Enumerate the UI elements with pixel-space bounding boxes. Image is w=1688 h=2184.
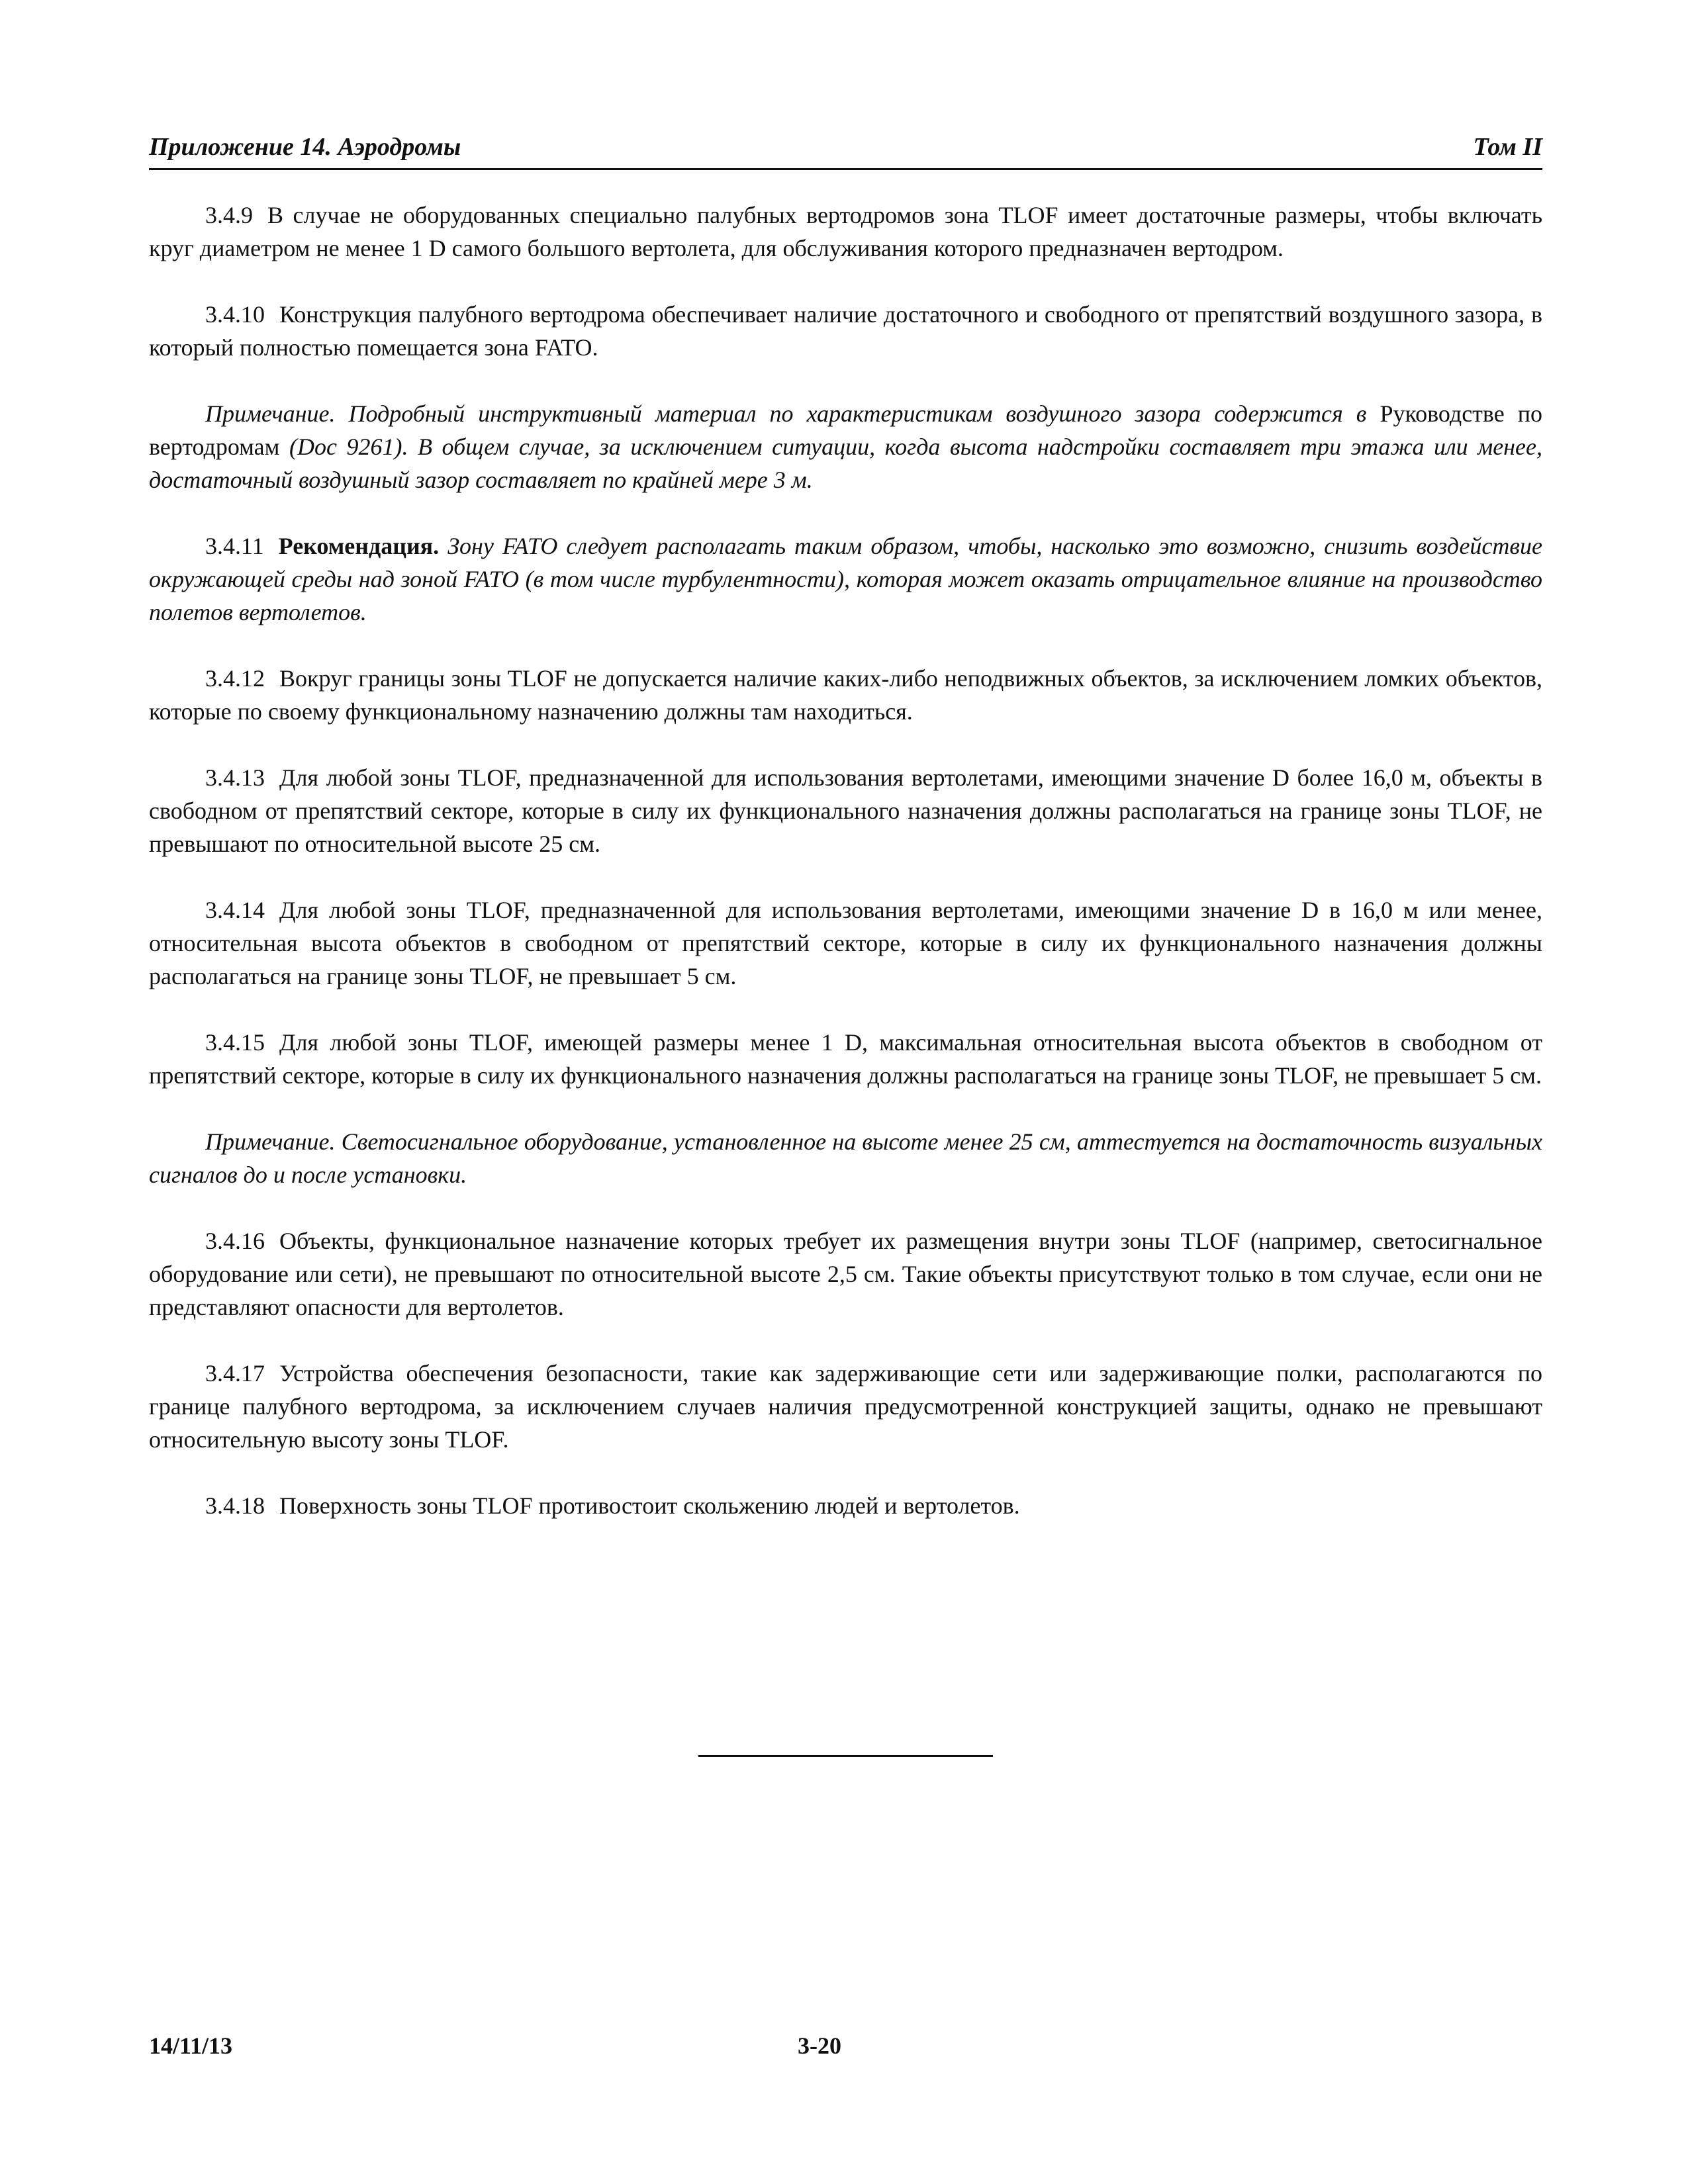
paragraph-text: Вокруг границы зоны TLOF не допускается наличие каких-либо неподвижных объектов, за исключением ломких объектов, которые по своему функциональному назначению должны там находиться. xyxy=(149,665,1542,725)
paragraph-text: Для любой зоны TLOF, имеющей размеры менее 1 D, максимальная относительная высота объектов в свободном от препятствий секторе, которые в силу их функционального назначения должны располагаться на границе зоны TLOF, не превышает 5 см. xyxy=(149,1029,1542,1089)
note-text: Примечание. Светосигнальное оборудование, установленное на высоте менее 25 см, аттестуется на достаточность визуальных сигналов до и после установки. xyxy=(149,1128,1542,1188)
paragraph-3-4-15 xyxy=(149,1026,1542,1092)
recommendation-label: Рекомендация. xyxy=(278,533,440,559)
paragraph-number: 3.4.9 xyxy=(205,202,253,228)
footer-date: 14/11/13 xyxy=(149,2032,233,2059)
paragraph-text: Конструкция палубного вертодрома обеспечивает наличие достаточного и свободного от препятствий воздушного зазора, в который полностью помещается зона FATO. xyxy=(149,301,1542,361)
paragraph-3-4-13 xyxy=(149,761,1542,860)
running-header xyxy=(149,132,1542,170)
paragraph-3-4-12 xyxy=(149,662,1542,728)
paragraph-text: Устройства обеспечения безопасности, такие как задерживающие сети или задерживающие полки, располагаются по границе палубного вертодрома, за исключением случаев наличия предусмотренной конструкцией защиты, однако не превышают относительную высоту зоны TLOF. xyxy=(149,1360,1542,1453)
page-body xyxy=(149,199,1542,1555)
paragraph-3-4-10 xyxy=(149,298,1542,364)
paragraph-3-4-18 xyxy=(149,1489,1542,1522)
note-text: Примечание. Подробный инструктивный материал по характеристикам воздушного зазора содержится в xyxy=(205,400,1367,427)
footer-page-number: 3-20 xyxy=(798,2032,841,2059)
note-lighting xyxy=(149,1125,1542,1191)
paragraph-text: Поверхность зоны TLOF противостоит скольжению людей и вертолетов. xyxy=(279,1492,1020,1519)
note-text: (Doc 9261). В общем случае, за исключением ситуации, когда высота надстройки составляет три этажа или менее, достаточный воздушный зазор составляет по крайней мере 3 м. xyxy=(149,433,1542,493)
paragraph-3-4-14 xyxy=(149,893,1542,993)
paragraph-3-4-17 xyxy=(149,1357,1542,1456)
paragraph-number: 3.4.16 xyxy=(205,1228,265,1254)
paragraph-number: 3.4.10 xyxy=(205,301,265,328)
paragraph-number: 3.4.18 xyxy=(205,1492,265,1519)
recommendation-text: Зону FATO следует располагать таким образом, чтобы, насколько это возможно, снизить воздействие окружающей среды над зоной FATO (в том числе турбулентности), которая может оказать отрицательное влияние на производство полетов вертолетов. xyxy=(149,533,1542,625)
paragraph-number: 3.4.11 xyxy=(205,533,264,559)
note-reference: Руководстве по вертодромам xyxy=(149,400,1543,460)
note-air-gap xyxy=(149,397,1542,496)
paragraph-3-4-11 xyxy=(149,529,1542,629)
paragraph-number: 3.4.12 xyxy=(205,665,265,692)
paragraph-number: 3.4.14 xyxy=(205,897,265,923)
paragraph-number: 3.4.13 xyxy=(205,764,265,791)
paragraph-text: Для любой зоны TLOF, предназначенной для использования вертолетами, имеющими значение D более 16,0 м, объекты в свободном от препятствий секторе, которые в силу их функционального назначения должны располагаться на границе зоны TLOF, не превышают по относительной высоте 25 см. xyxy=(149,764,1542,857)
end-of-section-rule xyxy=(698,1755,993,1757)
paragraph-text: В случае не оборудованных специально палубных вертодромов зона TLOF имеет достаточные размеры, чтобы включать круг диаметром не менее 1 D самого большого вертолета, для обслуживания которого предназначен вертодром. xyxy=(149,202,1542,261)
paragraph-number: 3.4.17 xyxy=(205,1360,265,1387)
paragraph-3-4-16 xyxy=(149,1224,1542,1324)
paragraph-3-4-9 xyxy=(149,199,1542,265)
paragraph-number: 3.4.15 xyxy=(205,1029,265,1056)
header-volume: Том II xyxy=(1473,133,1542,161)
paragraph-text: Объекты, функциональное назначение которых требует их размещения внутри зоны TLOF (например, светосигнальное оборудование или сети), не превышают по относительной высоте 2,5 см. Такие объекты присутствуют только в том случае, если они не представляют опасности для вертолетов. xyxy=(149,1228,1542,1320)
paragraph-text: Для любой зоны TLOF, предназначенной для использования вертолетами, имеющими значение D в 16,0 м или менее, относительная высота объектов в свободном от препятствий секторе, которые в силу их функционального назначения должны располагаться на границе зоны TLOF, не превышает 5 см. xyxy=(149,897,1542,989)
header-document-title: Приложение 14. Аэродромы xyxy=(149,133,461,161)
